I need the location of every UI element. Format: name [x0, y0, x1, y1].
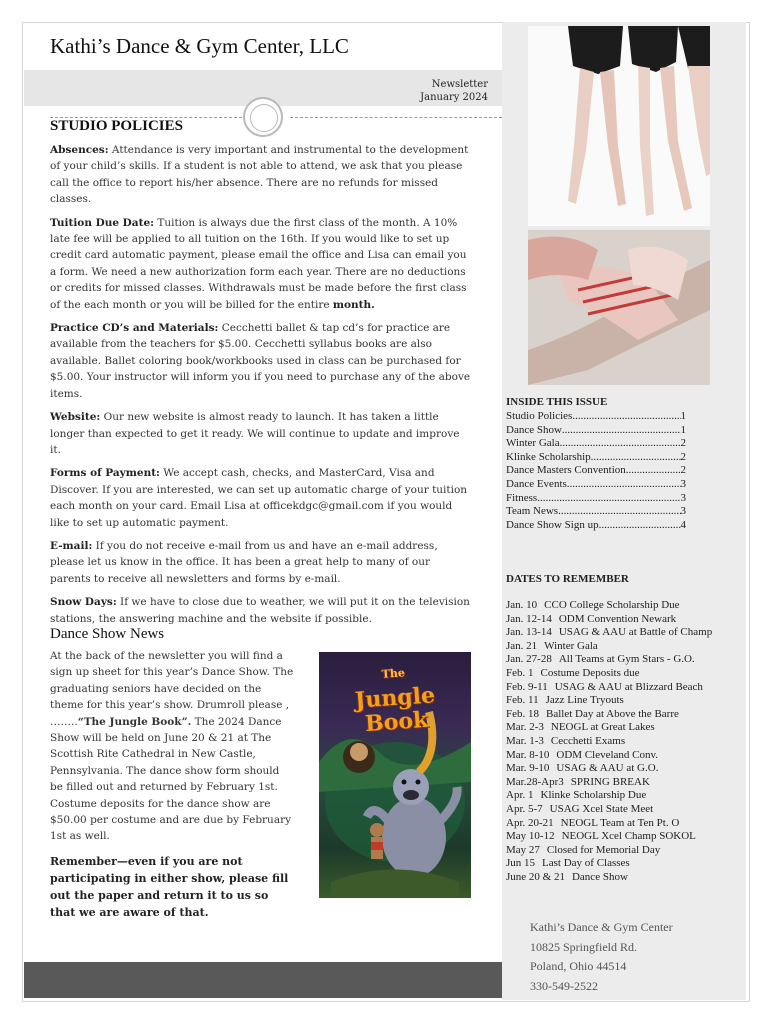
toc-item [506, 410, 686, 424]
date-event: Klinke Scholarship Due [540, 789, 647, 802]
policy-practice-materials [50, 320, 472, 402]
toc-leader [558, 505, 680, 519]
date-label: Mar. 9-10 [506, 762, 550, 775]
date-item [506, 599, 746, 613]
toc-label: Dance Show [506, 423, 562, 436]
policy-text: If we have to close due to weather, we will put it on the television stations, the answering machine and the website if possible. [50, 596, 470, 625]
poster-title-small: The [381, 666, 406, 681]
date-label: Apr. 20-21 [506, 816, 554, 829]
toc-label: Dance Masters Convention [506, 464, 626, 477]
toc-leader [562, 424, 681, 438]
policy-label: Website: [50, 411, 101, 424]
studio-street: 10825 Springfield Rd. [530, 939, 637, 954]
policies-body [50, 142, 472, 634]
toc-leader [567, 478, 681, 492]
date-event: Winter Gala [544, 639, 598, 652]
policy-email [50, 538, 472, 587]
toc-item [506, 505, 686, 519]
date-label: May 10-12 [506, 830, 555, 843]
date-event: SPRING BREAK [570, 775, 650, 788]
toc-item [506, 464, 686, 478]
date-item [506, 789, 746, 803]
toc-page: 3 [680, 477, 686, 490]
policy-label: Snow Days: [50, 596, 117, 609]
toc-page: 1 [680, 410, 686, 422]
date-label: Feb. 9-11 [506, 680, 548, 693]
inside-issue-heading: INSIDE THIS ISSUE [506, 396, 608, 408]
date-label: Mar. 8-10 [506, 748, 550, 761]
policy-label: Forms of Payment: [50, 467, 160, 480]
newsletter-label: Newsletter [431, 79, 488, 90]
ballet-legs-illustration [528, 26, 710, 226]
policy-payment [50, 465, 472, 531]
date-event: ODM Convention Newark [558, 612, 677, 625]
toc-leader [572, 410, 680, 424]
dance-show-body [50, 648, 295, 929]
date-event: Costume Deposits due [540, 666, 640, 679]
date-label: Jan. 13-14 [506, 626, 552, 639]
date-event: USAG & AAU at Blizzard Beach [554, 680, 703, 693]
policy-text: Our new website is almost ready to launch. It has taken a little longer than expected to get it ready. We will continue to update and improve it. [50, 411, 460, 456]
toc-label: Studio Policies [506, 410, 573, 422]
toc-page: 1 [680, 423, 686, 436]
policy-text: If you do not receive e-mail from us and have an e-mail address, please let us know in the office. It has been a great help to many of our parents to receive all newsletters and forms by e-mail. [50, 539, 438, 585]
policies-heading: STUDIO POLICIES [50, 118, 183, 134]
toc-label: Klinke Scholarship [506, 450, 591, 463]
date-item [506, 667, 746, 681]
toc-page: 3 [680, 491, 686, 504]
date-label: Mar. 2-3 [506, 721, 544, 734]
date-event: Ballet Day at Above the Barre [546, 707, 679, 720]
toc-page: 2 [680, 437, 686, 450]
date-event: Cecchetti Exams [550, 734, 626, 747]
date-label: Mar.28-Apr3 [506, 775, 564, 788]
studio-name: Kathi’s Dance & Gym Center [530, 920, 673, 934]
date-item [506, 613, 746, 627]
policy-text: Tuition is always due the first class of the month. A 10% late fee will be applied to all tuition on the 16th. If you would like to set up credit card automatic payment, please email the office and Lisa can email you a form. We need a new authorization form each year. There are no deductions or credits for missed classes. Withdrawals must be made before the first class of the each month or you will be billed for the entire [50, 216, 467, 311]
date-item [506, 681, 746, 695]
toc-item [506, 519, 686, 533]
ballet-legs-photo [528, 26, 710, 226]
toc-page: 3 [680, 505, 686, 518]
date-label: May 27 [506, 843, 540, 856]
studio-address [530, 918, 673, 996]
date-label: Apr. 1 [506, 789, 534, 802]
toc-leader [599, 519, 681, 533]
toc-item [506, 478, 686, 492]
dance-show-theme: “The Jungle Book”. [77, 715, 192, 728]
date-label: Jun 15 [506, 857, 536, 870]
date-event: NEOGL Xcel Champ SOKOL [561, 830, 696, 843]
date-event: USAG Xcel State Meet [549, 802, 654, 815]
policy-absences [50, 142, 472, 208]
date-event: ODM Cleveland Conv. [556, 748, 659, 761]
date-event: NEOGL at Great Lakes [550, 721, 655, 734]
date-item [506, 830, 746, 844]
date-label: Jan. 21 [506, 639, 538, 652]
dates-list [506, 599, 746, 884]
date-item [506, 749, 746, 763]
issue-date: January 2024 [420, 92, 488, 103]
toc-page: 4 [680, 518, 686, 531]
date-item [506, 803, 746, 817]
dance-show-text: The 2024 Dance Show will be held on June 20 & 21 at The Scottish Rite Cathedral in New Castle, Pennsylvania. The dance show form should be filled out and returned by February 1st. Costume deposits for the dance show are $50.00 per costume and are due by February 1st as well. [50, 715, 292, 843]
toc-label: Winter Gala [506, 437, 560, 450]
date-item [506, 640, 746, 654]
date-item [506, 626, 746, 640]
toc-item [506, 437, 686, 451]
date-item [506, 653, 746, 667]
divider-right [290, 117, 502, 118]
poster-title-main: Jungle Book [354, 682, 436, 738]
circle-ornament-icon [243, 97, 283, 137]
date-item [506, 708, 746, 722]
toc-label: Team News [506, 505, 559, 518]
policy-text: Cecchetti ballet & tap cd’s for practice are available from the teachers for $5.00. Cecchetti syllabus books are also available. Ballet coloring book/workbooks used in class can be purchased for $5.00. Your instructor will inform you if you need to purchase any of the above items. [50, 322, 471, 400]
date-event: Last Day of Classes [542, 857, 630, 870]
newsletter-title: Kathi’s Dance & Gym Center, LLC [50, 34, 349, 58]
date-label: Mar. 1-3 [506, 734, 544, 747]
toc-leader [591, 451, 681, 465]
poster-title [325, 657, 466, 738]
date-label: Jan. 10 [506, 599, 538, 611]
date-event: USAG & AAU at Battle of Champ [558, 626, 713, 639]
footer-bar [24, 962, 502, 998]
date-label: Jan. 12-14 [506, 612, 552, 625]
policy-snow-days [50, 594, 472, 627]
date-item [506, 762, 746, 776]
dance-show-text: At the back of the newsletter you will find a sign up sheet for this year’s Dance Show. The graduating seniors have decided on the theme for this year’s show. Drumroll please , …….. [50, 650, 294, 728]
jungle-book-poster [319, 652, 471, 898]
date-label: Feb. 1 [506, 666, 534, 679]
date-event: Dance Show [571, 870, 628, 883]
date-item [506, 776, 746, 790]
date-item [506, 844, 746, 858]
date-event: All Teams at Gym Stars - G.O. [558, 653, 695, 666]
toc-leader [537, 492, 680, 506]
date-label: Apr. 5-7 [506, 802, 543, 815]
toc-label: Dance Show Sign up [506, 518, 599, 531]
policy-label: Absences: [50, 144, 109, 156]
studio-phone: 330-549-2522 [530, 978, 598, 993]
toc-item [506, 424, 686, 438]
policy-website [50, 409, 472, 458]
toc-label: Dance Events [506, 477, 567, 490]
policy-text: Attendance is very important and instrumental to the development of your child’s skills. If a student is not able to attend, we ask that you please call the office to report his/her absence. There are no refunds for missed classes. [50, 144, 469, 206]
toc-item [506, 451, 686, 465]
policy-label: E-mail: [50, 539, 93, 552]
toc-leader [626, 464, 681, 478]
toc-page: 2 [680, 450, 686, 463]
policy-tuition [50, 215, 472, 313]
toc-page: 2 [680, 464, 686, 477]
studio-city: Poland, Ohio 44514 [530, 959, 627, 973]
toc-leader [560, 437, 681, 451]
date-label: June 20 & 21 [506, 870, 565, 883]
policy-text: We accept cash, checks, and MasterCard, Visa and Discover. If you are interested, we can set up automatic charge of your tuition each month on your card. Email Lisa at officekdgc@gmail.com if you would like to set up automatic payment. [50, 467, 468, 529]
dance-show-heading: Dance Show News [50, 626, 165, 642]
pointe-shoe-photo [528, 230, 710, 385]
date-item [506, 857, 746, 871]
table-of-contents [506, 410, 686, 532]
date-item [506, 721, 746, 735]
date-item [506, 694, 746, 708]
date-item [506, 871, 746, 885]
toc-label: Fitness [506, 491, 538, 504]
date-event: CCO College Scholarship Due [544, 599, 680, 611]
dance-show-reminder: Remember—even if you are not participating in either show, please fill out the paper and return it to us so that we are aware of that. [50, 854, 289, 919]
date-item [506, 817, 746, 831]
date-event: USAG & AAU at G.O. [556, 762, 659, 775]
dates-heading: DATES TO REMEMBER [506, 573, 629, 585]
toc-item [506, 492, 686, 506]
policy-text-bold: month. [332, 298, 375, 311]
pointe-shoe-illustration [528, 230, 710, 385]
dance-show-paragraph [50, 648, 295, 845]
date-event: Closed for Memorial Day [546, 843, 661, 856]
policy-label: Tuition Due Date: [50, 216, 154, 229]
date-label: Feb. 11 [506, 694, 539, 707]
policy-label: Practice CD’s and Materials: [50, 322, 219, 335]
date-label: Jan. 27-28 [506, 653, 552, 666]
date-label: Feb. 18 [506, 707, 539, 720]
date-event: NEOGL Team at Ten Pt. O [560, 816, 680, 829]
date-item [506, 735, 746, 749]
date-event: Jazz Line Tryouts [545, 694, 624, 707]
issue-label [420, 78, 488, 104]
